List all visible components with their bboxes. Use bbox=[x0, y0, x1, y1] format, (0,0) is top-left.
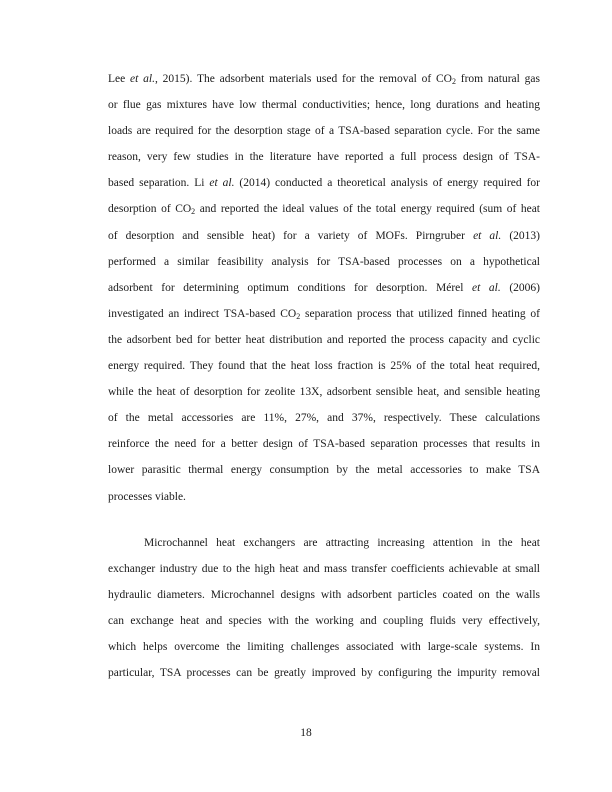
text-line: adsorbent for determining optimum conditions for desorption. Mérel et al. (2006) bbox=[108, 281, 540, 294]
text-line: particular, TSA processes can be greatly improved by configuring the impurity removal bbox=[108, 667, 540, 680]
text-line: hydraulic diameters. Microchannel designs with adsorbent particles coated on the walls bbox=[108, 588, 540, 601]
text-line: based separation. Li et al. (2014) conducted a theoretical analysis of energy required for bbox=[108, 177, 540, 190]
text-line: reason, very few studies in the literature have reported a full process design of TSA- bbox=[108, 151, 540, 164]
text-line: can exchange heat and species with the working and coupling fluids very effectively, bbox=[108, 614, 540, 627]
text-line: the adsorbent bed for better heat distribution and reported the process capacity and cyclic bbox=[108, 333, 540, 346]
paragraph-microchannel-heat-exchangers bbox=[108, 530, 540, 687]
page-number: 18 bbox=[300, 727, 312, 739]
text-line: processes viable. bbox=[108, 490, 186, 503]
text-line: Microchannel heat exchangers are attracting increasing attention in the heat bbox=[144, 536, 540, 549]
text-line: energy required. They found that the heat loss fraction is 25% of the total heat required, bbox=[108, 360, 540, 373]
body-text bbox=[108, 66, 540, 686]
text-line: exchanger industry due to the high heat and mass transfer coefficients achievable at small bbox=[108, 562, 540, 575]
paragraph-spacer bbox=[108, 510, 540, 530]
text-line: while the heat of desorption for zeolite 13X, adsorbent sensible heat, and sensible heating bbox=[108, 386, 540, 399]
text-line: of desorption and sensible heat) for a variety of MOFs. Pirngruber et al. (2013) bbox=[108, 229, 540, 242]
text-line: loads are required for the desorption stage of a TSA-based separation cycle. For the same bbox=[108, 125, 540, 138]
text-line: investigated an indirect TSA-based $CO_2$ separation process that utilized finned heating of bbox=[108, 307, 540, 321]
text-line: which helps overcome the limiting challenges associated with large-scale systems. In bbox=[108, 640, 540, 653]
text-line: or flue gas mixtures have low thermal conductivities; hence, long durations and heating bbox=[108, 99, 540, 112]
text-line: performed a similar feasibility analysis for TSA-based processes on a hypothetical bbox=[108, 255, 540, 268]
text-line: of the metal accessories are 11%, 27%, and 37%, respectively. These calculations bbox=[108, 412, 540, 425]
text-line: lower parasitic thermal energy consumption by the metal accessories to make TSA bbox=[108, 464, 540, 477]
text-line: reinforce the need for a better design of TSA-based separation processes that results in bbox=[108, 438, 540, 451]
text-line: desorption of $CO_2$ and reported the ideal values of the total energy required (sum of heat bbox=[108, 203, 540, 217]
text-line: Lee et al., 2015). The adsorbent materials used for the removal of $CO_2$ from natural gas bbox=[108, 73, 540, 86]
paragraph-tsa-heat-loads bbox=[108, 66, 540, 510]
